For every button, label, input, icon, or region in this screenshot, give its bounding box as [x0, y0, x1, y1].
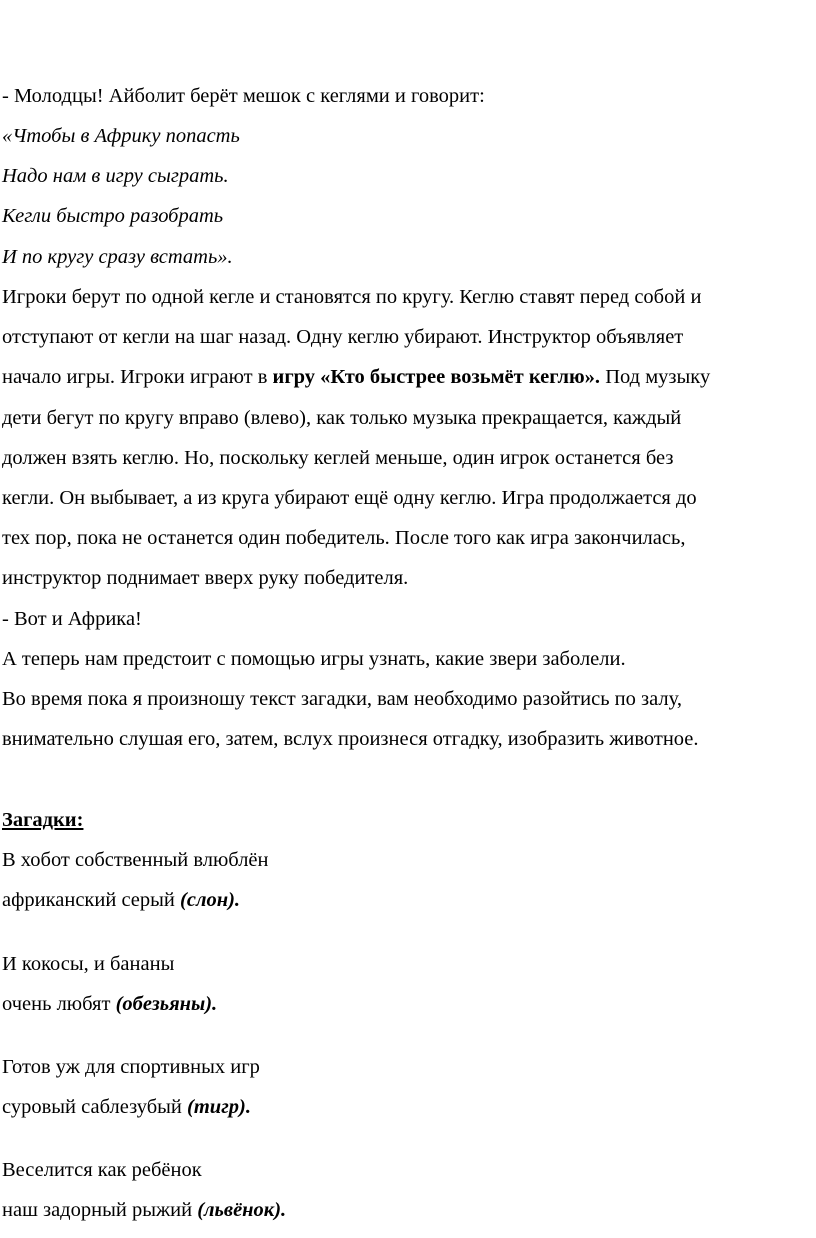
riddle-2-line-2: [2, 990, 217, 1018]
riddle-3-answer: (тигр).: [187, 1096, 251, 1118]
game-line-6: кегли. Он выбывает, а из круга убирают ещё одну кеглю. Игра продолжается до: [2, 487, 697, 509]
africa-line-2: А теперь нам предстоит с помощью игры узнать, какие звери заболели.: [2, 648, 626, 670]
game-line-3: [2, 363, 710, 391]
riddles-heading: Загадки:: [2, 809, 84, 831]
poem-line-1: «Чтобы в Африку попасть: [2, 125, 240, 147]
riddle-4-line-2: [2, 1196, 286, 1224]
poem-line-3: Кегли быстро разобрать: [2, 205, 224, 227]
riddle-1-line-1: В хобот собственный влюблён: [2, 849, 269, 871]
africa-line-4: внимательно слушая его, затем, вслух произнеся отгадку, изобразить животное.: [2, 728, 699, 750]
game-line-1: Игроки берут по одной кегле и становятся по кругу. Кеглю ставят перед собой и: [2, 286, 702, 308]
riddle-1-answer: (слон).: [180, 889, 241, 911]
riddle-4-answer: (львёнок).: [197, 1199, 287, 1221]
riddle-3-line-1: Готов уж для спортивных игр: [2, 1056, 260, 1078]
intro-line: - Молодцы! Айболит берёт мешок с кеглями и говорит:: [2, 85, 485, 107]
africa-line-3: Во время пока я произношу текст загадки, вам необходимо разойтись по залу,: [2, 688, 682, 710]
game-line-8: инструктор поднимает вверх руку победителя.: [2, 567, 409, 589]
riddle-4-text: наш задорный рыжий: [2, 1199, 198, 1221]
game-line-5: должен взять кеглю. Но, поскольку кеглей меньше, один игрок останется без: [2, 447, 674, 469]
riddle-4-line-1: Веселится как ребёнок: [2, 1159, 202, 1181]
game-line-7: тех пор, пока не останется один победитель. После того как игра закончилась,: [2, 527, 686, 549]
riddle-2-text: очень любят: [2, 993, 116, 1015]
game-line-3-start: начало игры. Игроки играют в: [2, 366, 273, 388]
riddle-2-line-1: И кокосы, и бананы: [2, 953, 175, 975]
riddle-3-line-2: [2, 1093, 251, 1121]
game-line-3-end: Под музыку: [600, 366, 711, 388]
poem-line-4: И по кругу сразу встать».: [2, 246, 233, 268]
africa-line-1: - Вот и Африка!: [2, 608, 142, 630]
poem-line-2: Надо нам в игру сыграть.: [2, 165, 229, 187]
game-title: игру «Кто быстрее возьмёт кеглю».: [272, 366, 601, 388]
riddle-3-text: суровый саблезубый: [2, 1096, 188, 1118]
game-line-2: отступают от кегли на шаг назад. Одну кеглю убирают. Инструктор объявляет: [2, 326, 684, 348]
riddle-1-line-2: [2, 886, 240, 914]
riddle-2-answer: (обезьяны).: [115, 993, 218, 1015]
riddle-1-text: африканский серый: [2, 889, 181, 911]
game-line-4: дети бегут по кругу вправо (влево), как только музыка прекращается, каждый: [2, 407, 682, 429]
